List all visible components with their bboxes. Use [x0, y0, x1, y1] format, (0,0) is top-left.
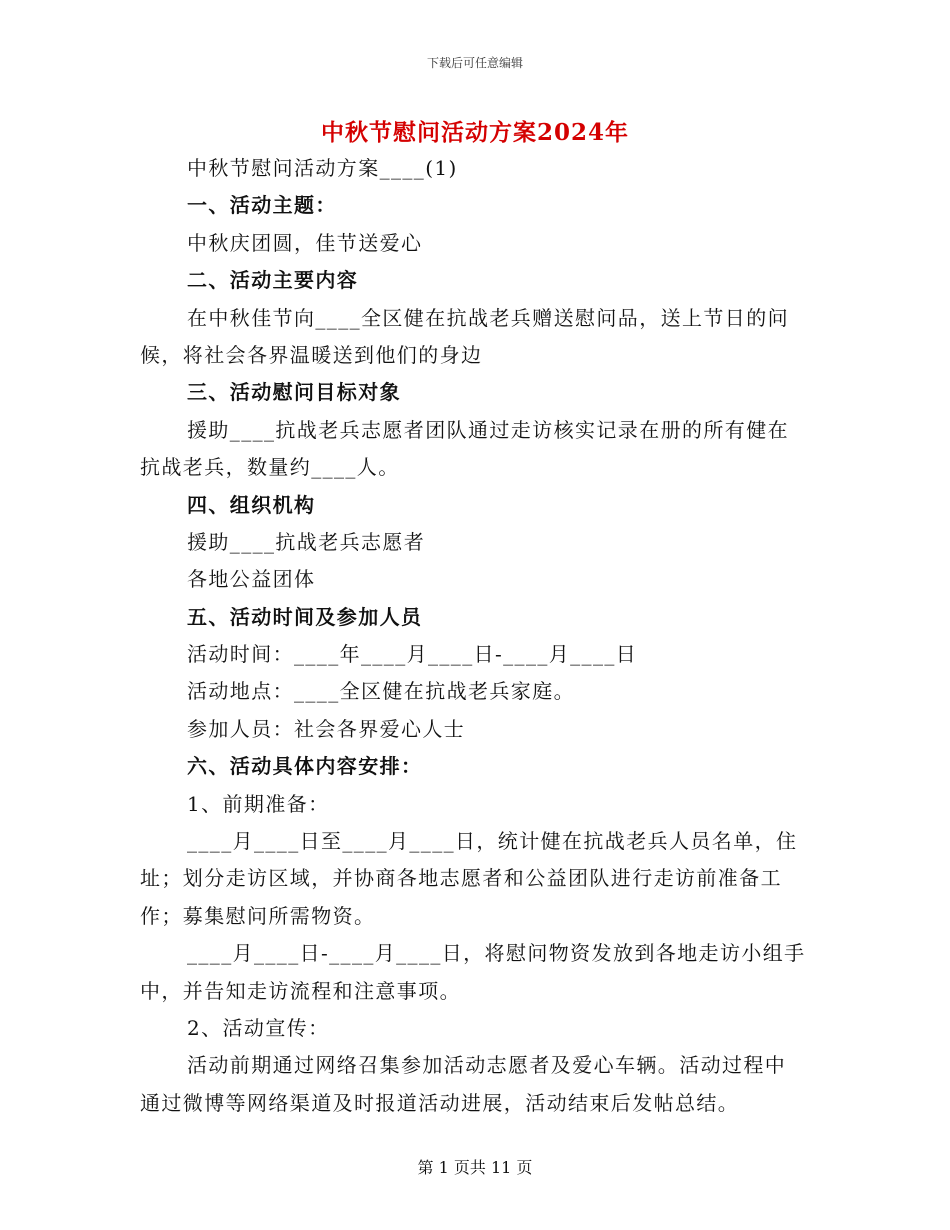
paragraph-line: 中，并告知走访流程和注意事项。	[140, 978, 461, 1003]
paragraph-line: ____月____日至____月____日，统计健在抗战老兵人员名单，住	[187, 829, 798, 854]
section-heading: 三、活动慰问目标对象	[187, 380, 401, 405]
document-body	[140, 150, 810, 1122]
paragraph-line: 2、活动宣传：	[187, 1015, 330, 1040]
paragraph-line: 抗战老兵，数量约____人。	[140, 455, 400, 480]
paragraph-line: 中秋庆团圆，佳节送爱心	[187, 230, 423, 255]
paragraph-line: ____月____日-____月____日，将慰问物资发放到各地走访小组手	[187, 941, 806, 966]
paragraph-line: 作；募集慰问所需物资。	[140, 903, 376, 928]
paragraph-line: 通过微博等网络渠道及时报道活动进展，活动结束后发帖总结。	[140, 1090, 740, 1115]
section-heading: 四、组织机构	[187, 492, 316, 517]
page-footer: 第 1 页共 11 页	[417, 1158, 533, 1177]
paragraph-line: 援助____抗战老兵志愿者团队通过走访核实记录在册的所有健在	[187, 417, 789, 442]
paragraph-line: 参加人员：社会各界爱心人士	[187, 716, 466, 741]
paragraph-line: 候，将社会各界温暖送到他们的身边	[140, 342, 483, 367]
paragraph-line: 活动前期通过网络召集参加活动志愿者及爱心车辆。活动过程中	[187, 1053, 787, 1078]
paragraph-line: 在中秋佳节向____全区健在抗战老兵赠送慰问品，送上节日的问	[187, 305, 789, 330]
paragraph-line: 1、前期准备：	[187, 791, 330, 816]
section-heading: 六、活动具体内容安排：	[187, 754, 423, 779]
paragraph-line: 各地公益团体	[187, 567, 316, 592]
document-title: 中秋节慰问活动方案2024年	[320, 119, 629, 146]
section-heading: 五、活动时间及参加人员	[187, 604, 423, 629]
section-heading: 二、活动主要内容	[187, 268, 359, 293]
paragraph-line: 活动地点：____全区健在抗战老兵家庭。	[187, 679, 575, 704]
paragraph-line: 援助____抗战老兵志愿者	[187, 529, 426, 554]
section-heading: 一、活动主题：	[187, 193, 337, 218]
header-note: 下载后可任意编辑	[426, 56, 523, 70]
paragraph-line: 活动时间：____年____月____日-____月____日	[187, 642, 638, 667]
paragraph-line: 址；划分走访区域，并协商各地志愿者和公益团队进行走访前准备工	[140, 866, 782, 891]
paragraph-line: 中秋节慰问活动方案____(1)	[187, 156, 458, 180]
